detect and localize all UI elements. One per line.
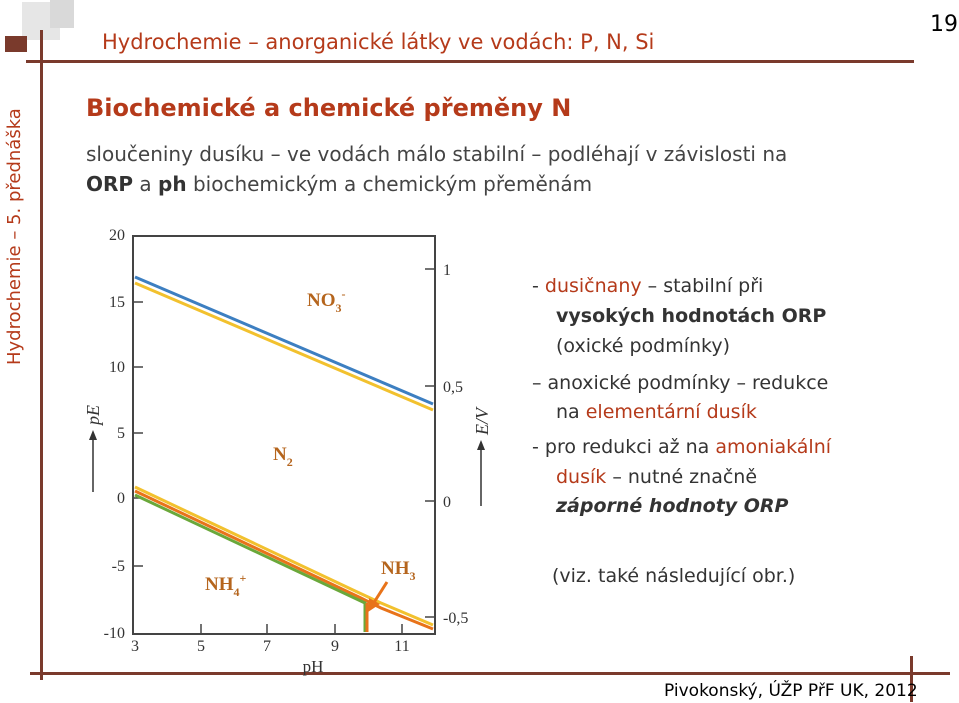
pe-ph-diagram — [83, 220, 492, 680]
no3-n2-boundary-blue — [135, 277, 433, 404]
n2-nh4-boundary-yellow — [135, 487, 433, 625]
bullet-1-line-2: vysokých hodnotách ORP — [556, 305, 827, 327]
x-tick-9: 9 — [331, 638, 339, 655]
label-no3: $NO_3^-$ — [307, 287, 346, 315]
x-tick-11: 11 — [394, 638, 410, 655]
r-tick-minus05: -0,5 — [443, 610, 469, 627]
r-tick-0: 0 — [443, 494, 451, 511]
intro-line-1: sloučeniny dusíku – ve vodách málo stabilní – podléhají v závislosti na — [86, 142, 788, 166]
y-tick-20: 20 — [109, 227, 125, 244]
ph-term: ph — [158, 172, 187, 196]
see-next-note: (viz. také následující obr.) — [552, 565, 796, 587]
bullet-1-line-1: - dusičnany – stabilní při — [532, 275, 764, 297]
y-axis-arrow — [89, 430, 97, 492]
no3-n2-boundary-yellow — [135, 283, 433, 410]
bullet-3-line-2: dusík – nutné značně — [556, 466, 758, 488]
label-nh4: $NH_4^+$ — [205, 571, 247, 599]
intro-text-b: biochemickým a chemickým přeměnám — [186, 172, 593, 196]
bullet-3-line-3: záporné hodnoty ORP — [556, 495, 789, 517]
header-divider-line — [26, 60, 914, 63]
label-n2: $N_2$ — [273, 444, 293, 469]
x-tick-3: 3 — [131, 638, 139, 655]
section-title: Biochemické a chemické přeměny N — [86, 94, 572, 122]
bullet-2-line-1: – anoxické podmínky – redukce — [532, 372, 829, 394]
y-tick-15: 15 — [109, 294, 125, 311]
y-tick-5: 5 — [117, 425, 125, 442]
y-tick-0: 0 — [117, 490, 125, 507]
y-tick-10: 10 — [109, 359, 125, 376]
r-tick-05: 0,5 — [443, 379, 463, 396]
header-title: Hydrochemie – anorganické látky ve vodách: P, N, Si — [102, 30, 655, 54]
bullet-1-line-3: (oxické podmínky) — [556, 335, 731, 357]
bullet-3-line-1: - pro redukci až na amoniakální — [532, 436, 832, 458]
decor-square-grey-2 — [50, 0, 74, 28]
y-tick-minus5: -5 — [111, 558, 125, 575]
x-tick-5: 5 — [197, 638, 205, 655]
page-number: 19 — [930, 12, 958, 37]
right-axis-label: E/V — [472, 408, 492, 435]
n2-nh4-boundary-green — [135, 495, 365, 632]
bullet-2-line-2: na elementární dusík — [556, 401, 757, 423]
y-tick-minus10: -10 — [103, 625, 125, 642]
r-tick-1: 1 — [443, 262, 451, 279]
y-axis-label: pE — [83, 405, 103, 425]
decor-square-brown — [5, 36, 27, 52]
footer-credit: Pivokonský, ÚŽP PřF UK, 2012 — [664, 681, 918, 701]
label-nh3: $NH_3$ — [381, 558, 416, 583]
orp-term: ORP — [86, 172, 134, 196]
right-axis-arrow — [477, 440, 485, 506]
x-tick-7: 7 — [263, 638, 271, 655]
left-divider-line — [40, 30, 43, 680]
intro-text-a: a — [133, 172, 159, 196]
intro-line-2 — [86, 172, 592, 196]
sidebar-lecture-label: Hydrochemie – 5. přednáška — [4, 108, 25, 365]
x-axis-label: pH — [302, 657, 324, 676]
